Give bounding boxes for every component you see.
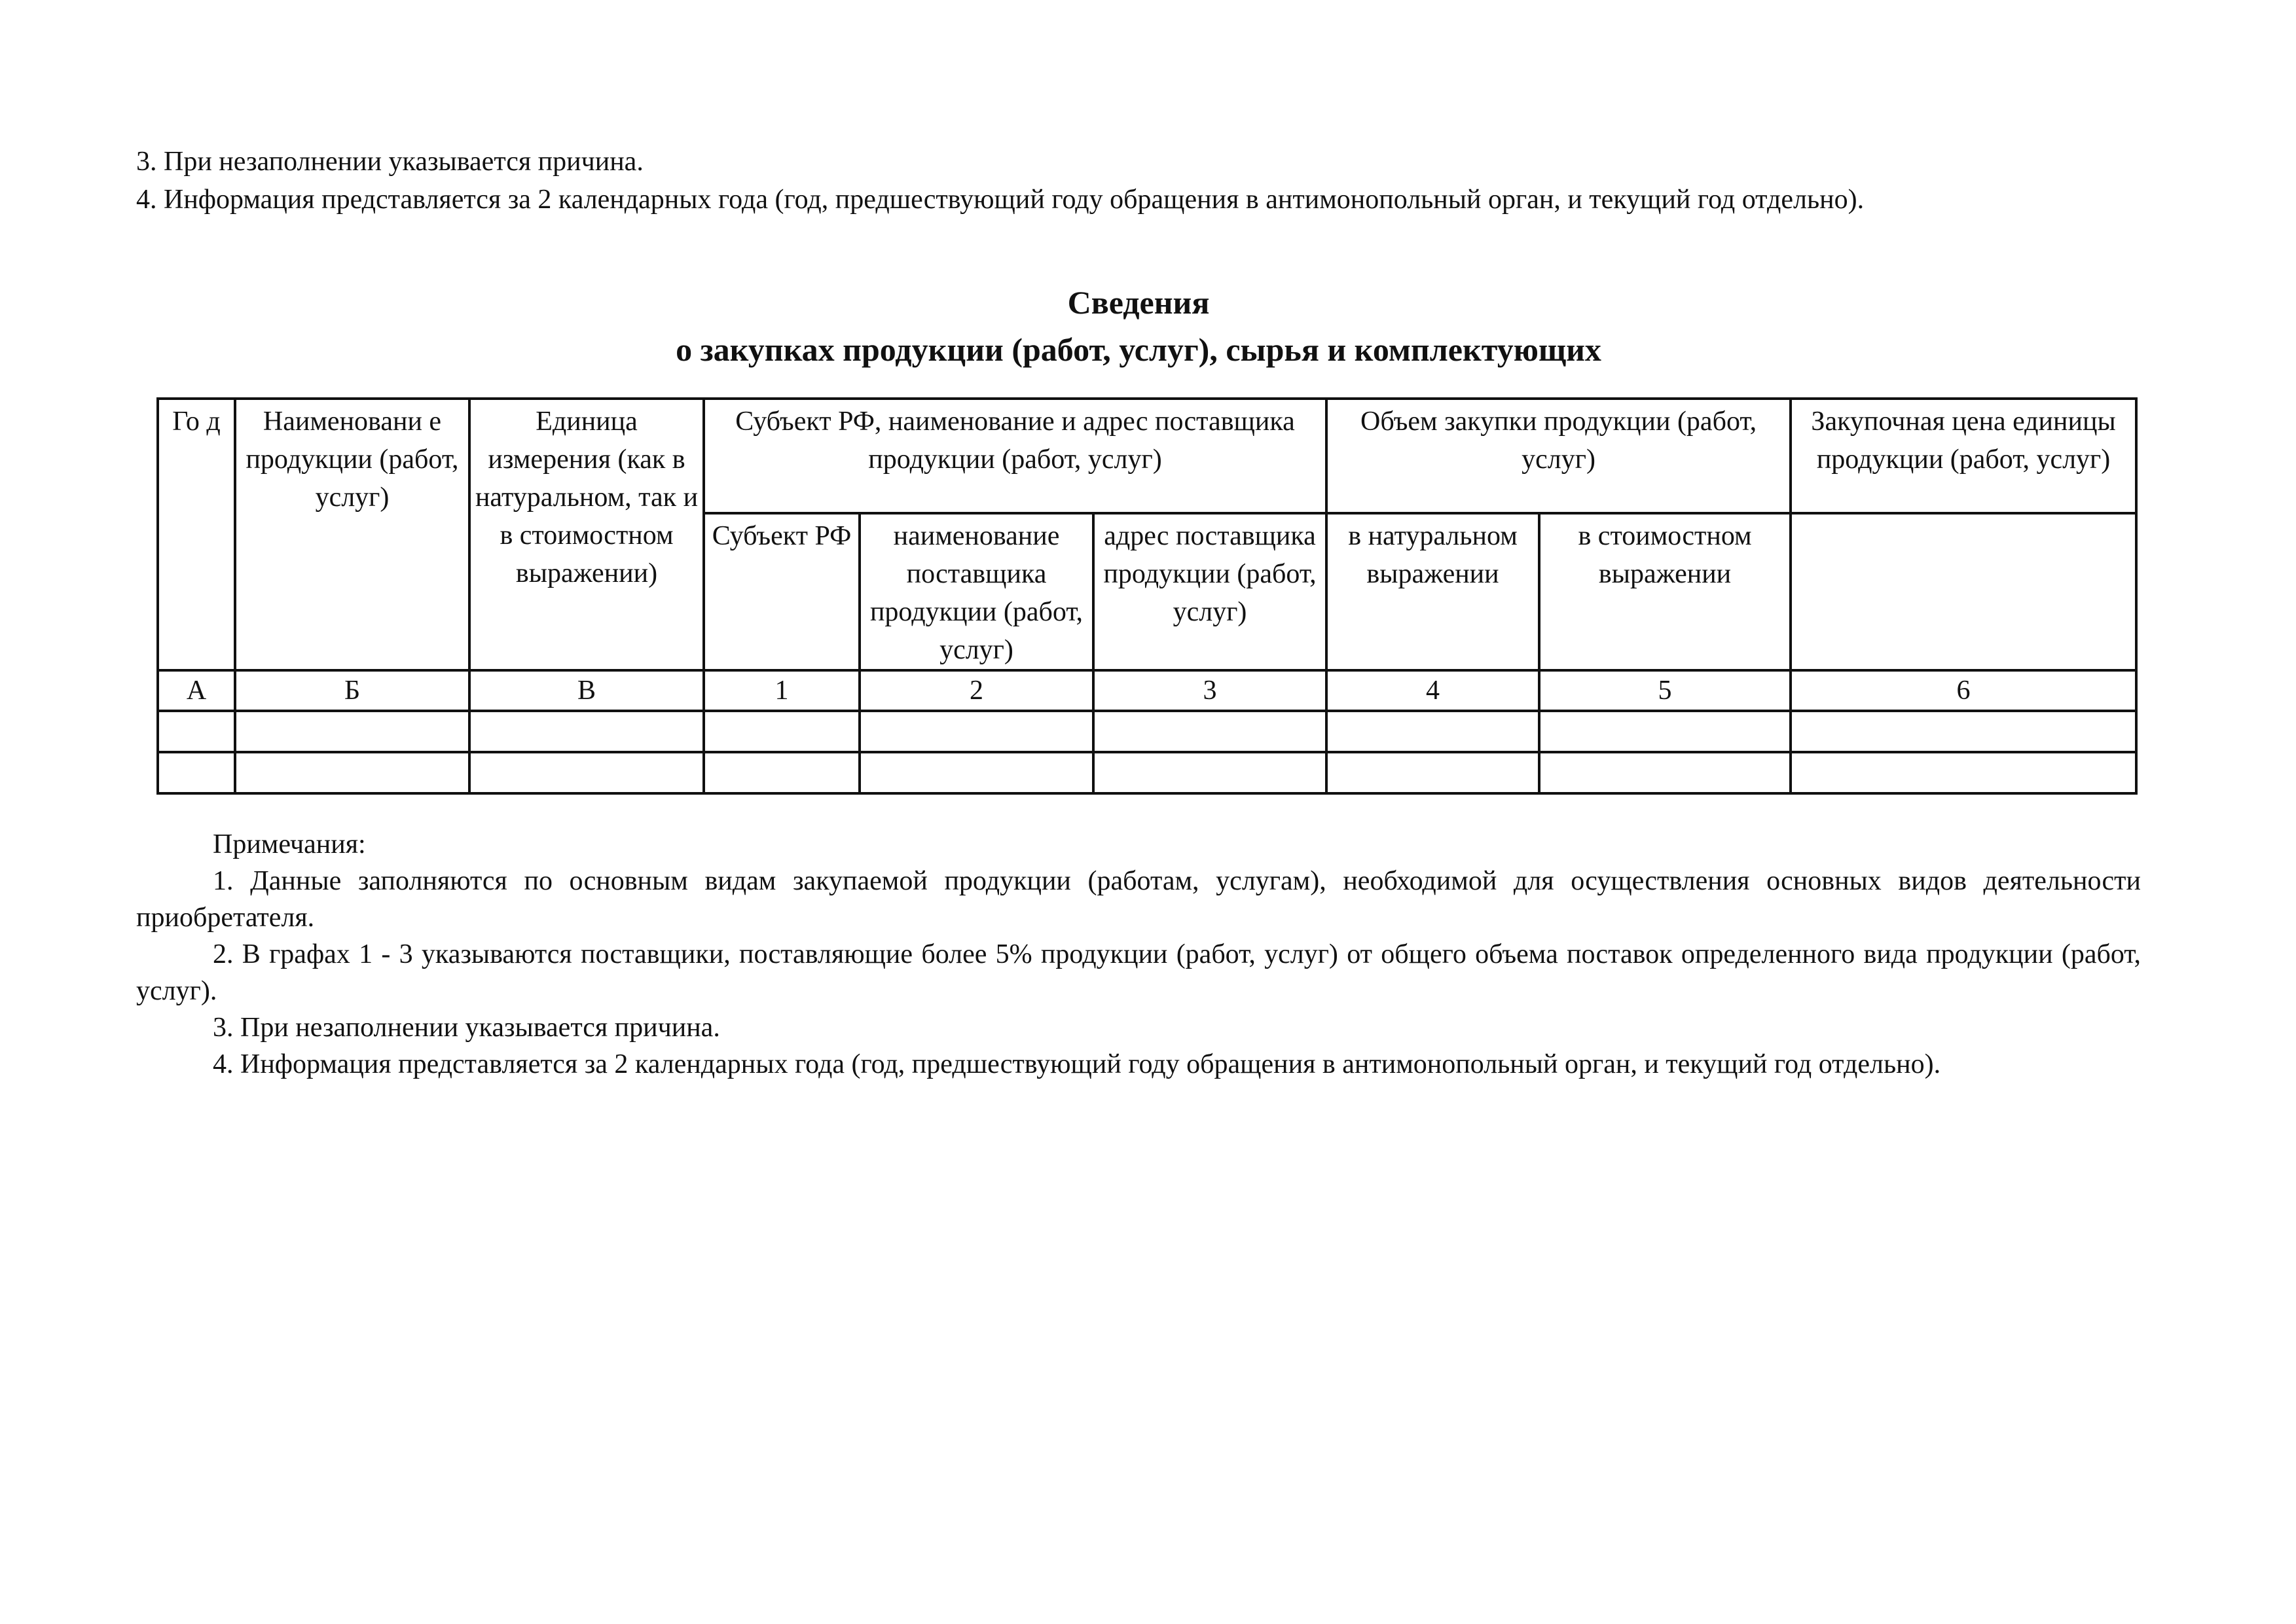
table-row bbox=[158, 752, 2136, 793]
header-price: Закупочная цена единицы продукции (работ, услуг) bbox=[1791, 399, 2136, 513]
column-index: 4 bbox=[1326, 670, 1539, 711]
column-index: 6 bbox=[1791, 670, 2136, 711]
header-supplier-address: адрес поставщика продукции (работ, услуг) bbox=[1093, 513, 1326, 670]
header-supplier-name: наименование поставщика продукции (работ, услуг) bbox=[860, 513, 1093, 670]
column-index: А bbox=[158, 670, 235, 711]
column-index: 3 bbox=[1093, 670, 1326, 711]
column-index: В bbox=[469, 670, 704, 711]
table-cell bbox=[1539, 752, 1791, 793]
page-subtitle: о закупках продукции (работ, услуг), сырья и комплектующих bbox=[676, 331, 1601, 368]
note-item: 1. Данные заполняются по основным видам закупаемой продукции (работам, услугам), необходимой для осуществления основных видов деятельности приобретателя. bbox=[136, 866, 2141, 933]
table-cell bbox=[860, 752, 1093, 793]
header-volume-natural: в натуральном выражении bbox=[1326, 513, 1539, 670]
table-cell bbox=[1326, 752, 1539, 793]
table-cell bbox=[1326, 711, 1539, 752]
column-index: 5 bbox=[1539, 670, 1791, 711]
table-cell bbox=[235, 711, 469, 752]
table-cell bbox=[1539, 711, 1791, 752]
page-title: Сведения bbox=[1067, 284, 1210, 321]
column-index: 1 bbox=[704, 670, 860, 711]
table-cell bbox=[1093, 752, 1326, 793]
table-cell bbox=[704, 752, 860, 793]
column-index-row bbox=[158, 670, 2136, 711]
table-cell bbox=[704, 711, 860, 752]
notes-heading: Примечания: bbox=[213, 829, 366, 859]
header-unit: Единица измерения (как в натуральном, так и в стоимостном выражении) bbox=[469, 399, 704, 670]
table-cell bbox=[469, 752, 704, 793]
header-price-empty bbox=[1791, 513, 2136, 670]
table-cell bbox=[1791, 752, 2136, 793]
notes-section bbox=[136, 826, 2141, 1083]
note-item: 4. Информация представляется за 2 календарных года (год, предшествующий году обращения в антимонопольный орган, и текущий год отдельно). bbox=[213, 1049, 1941, 1079]
header-product-name: Наименовани е продукции (работ, услуг) bbox=[235, 399, 469, 670]
note-item: 4. Информация представляется за 2 календарных года (год, предшествующий году обращения в антимонопольный орган, и текущий год отдельно). bbox=[136, 185, 1865, 215]
table-cell bbox=[860, 711, 1093, 752]
header-volume-value: в стоимостном выражении bbox=[1539, 513, 1791, 670]
table-cell bbox=[1093, 711, 1326, 752]
table-cell bbox=[1791, 711, 2136, 752]
header-year: Го д bbox=[158, 399, 235, 670]
header-supplier-group: Субъект РФ, наименование и адрес поставщика продукции (работ, услуг) bbox=[704, 399, 1326, 513]
header-subject-rf: Субъект РФ bbox=[704, 513, 860, 670]
purchases-table bbox=[156, 397, 2138, 795]
header-volume-group: Объем закупки продукции (работ, услуг) bbox=[1326, 399, 1791, 513]
table-cell bbox=[235, 752, 469, 793]
table-row bbox=[158, 711, 2136, 752]
table-cell bbox=[158, 752, 235, 793]
note-item: 2. В графах 1 - 3 указываются поставщики, поставляющие более 5% продукции (работ, услуг) от общего объема поставок определенного вида продукции (работ, услуг). bbox=[136, 939, 2141, 1006]
previous-notes-continuation bbox=[136, 143, 2141, 219]
note-item: 3. При незаполнении указывается причина. bbox=[213, 1013, 720, 1043]
note-item: 3. При незаполнении указывается причина. bbox=[136, 147, 644, 177]
table-cell bbox=[469, 711, 704, 752]
column-index: 2 bbox=[860, 670, 1093, 711]
table-cell bbox=[158, 711, 235, 752]
column-index: Б bbox=[235, 670, 469, 711]
